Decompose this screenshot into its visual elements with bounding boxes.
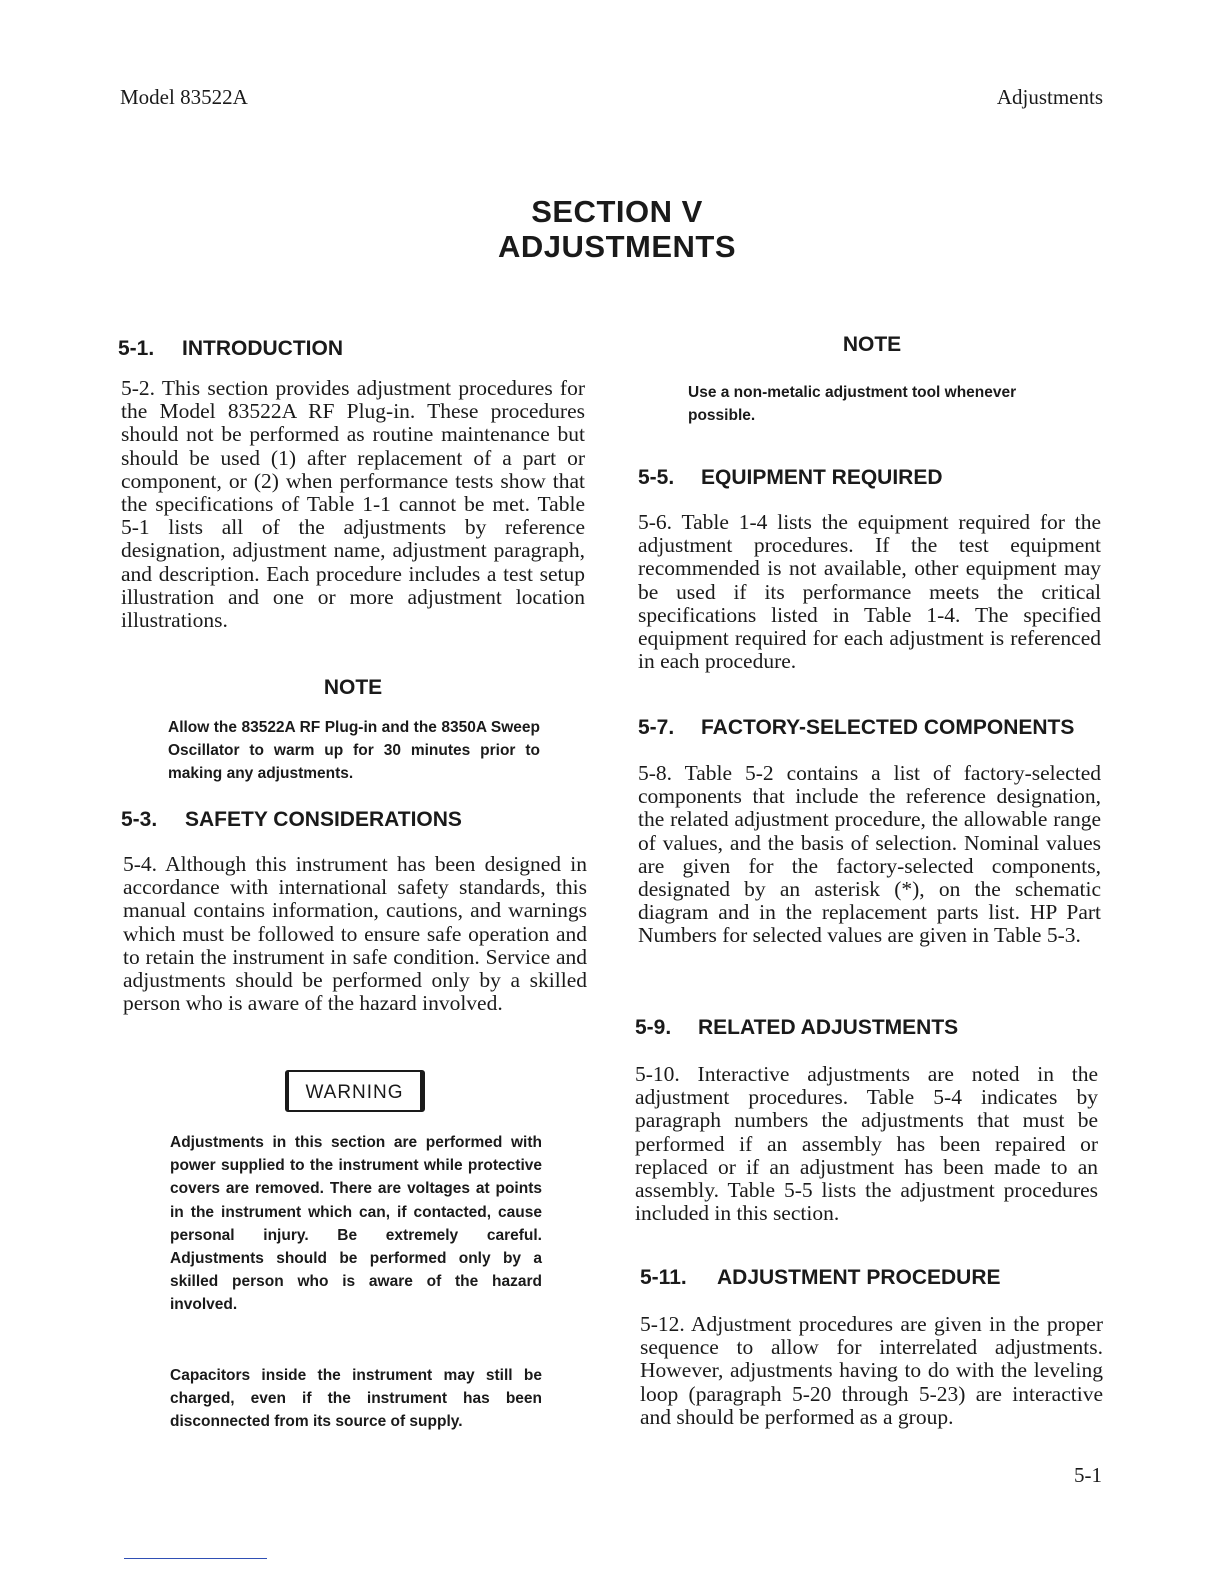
heading-equipment-required [638, 466, 943, 490]
note-text-warmup: Allow the 83522A RF Plug-in and the 8350A Sweep Oscillator to warm up for 30 minutes prior to making any adjustments. [168, 719, 540, 783]
heading-adjustment-procedure [640, 1266, 1001, 1290]
heading-text: EQUIPMENT REQUIRED [701, 466, 943, 489]
heading-number: 5-9. [635, 1016, 672, 1039]
heading-text: RELATED ADJUSTMENTS [698, 1016, 959, 1039]
paragraph-5-6: 5-6. Table 1-4 lists the equipment required for the adjustment procedures. If the test equipment recommended is not available, other equipment may be used if its performance meets the critical specifications listed in Table 1-4. The specified equipment required for each adjustment is referenced in each procedure. [638, 510, 1101, 674]
warning-text-voltages: Adjustments in this section are performed with power supplied to the instrument while protective covers are removed. There are voltages at points in the instrument which can, if contacted, cause personal injury. Be extremely careful. Adjustments should be performed only by a skilled person who is aware of the hazard involved. [170, 1134, 542, 1314]
heading-number: 5-7. [638, 716, 675, 739]
heading-number: 5-5. [638, 466, 675, 489]
paragraph-5-10: 5-10. Interactive adjustments are noted in the adjustment procedures. Table 5-4 indicates by paragraph numbers the adjustments that must be performed if an assembly has been repaired or replaced or if an adjustment has been made to an assembly. Table 5-5 lists the adjustment procedures included in this section. [635, 1062, 1098, 1226]
heading-text: FACTORY-SELECTED COMPONENTS [701, 716, 1075, 739]
note-text-tool: Use a non-metalic adjustment tool whenever possible. [688, 384, 1017, 425]
running-header-section: Adjustments [996, 85, 1103, 109]
page-number: 5-1 [1074, 1463, 1102, 1487]
running-header-model: Model 83522A [120, 85, 248, 109]
heading-safety-considerations [121, 808, 462, 832]
warning-label: WARNING [285, 1070, 425, 1112]
paragraph-5-2: 5-2. This section provides adjustment procedures for the Model 83522A RF Plug-in. These procedures should not be performed as routine maintenance but should be used (1) after replacement of a part or component, or (2) when performance tests show that the specifications of Table 1-1 cannot be met. Table 5-1 lists all of the adjustments by reference designation, adjustment name, adjustment paragraph, and description. Each procedure includes a test setup illustration and one or more adjustment location illustrations. [121, 376, 585, 633]
section-subtitle: ADJUSTMENTS [497, 229, 736, 264]
heading-introduction [118, 337, 343, 361]
heading-number: 5-3. [121, 808, 158, 831]
heading-text: SAFETY CONSIDERATIONS [185, 808, 462, 831]
heading-text: ADJUSTMENT PROCEDURE [717, 1266, 1001, 1289]
heading-related-adjustments [635, 1016, 958, 1040]
note-heading: NOTE [323, 676, 383, 699]
paragraph-5-4: 5-4. Although this instrument has been designed in accordance with international safety standards, this manual contains information, cautions, and warnings which must be followed to ensure safe operation and to retain the instrument in safe condition. Service and adjustments should be performed only by a skilled person who is aware of the hazard involved. [123, 852, 587, 1016]
paragraph-5-12: 5-12. Adjustment procedures are given in the proper sequence to allow for interrelated adjustments. However, adjustments having to do with the leveling loop (paragraph 5-20 through 5-23) are interactive and should be performed as a group. [640, 1312, 1103, 1429]
heading-number: 5-11. [640, 1266, 687, 1289]
warning-text-capacitors: Capacitors inside the instrument may still be charged, even if the instrument has been disconnected from its source of supply. [170, 1367, 542, 1431]
paragraph-5-8: 5-8. Table 5-2 contains a list of factory-selected components that include the reference designation, the related adjustment procedure, the allowable range of values, and the basis of selection. Nominal values are given for the factory-selected components, designated by an asterisk (*), on the schematic diagram and in the replacement parts list. HP Part Numbers for selected values are given in Table 5-3. [638, 761, 1101, 948]
heading-number: 5-1. [118, 337, 155, 360]
heading-text: INTRODUCTION [182, 337, 343, 360]
section-title: SECTION V [531, 194, 703, 229]
heading-factory-selected-components [638, 716, 1074, 740]
footer-rule [124, 1558, 267, 1559]
note-heading: NOTE [842, 333, 902, 356]
